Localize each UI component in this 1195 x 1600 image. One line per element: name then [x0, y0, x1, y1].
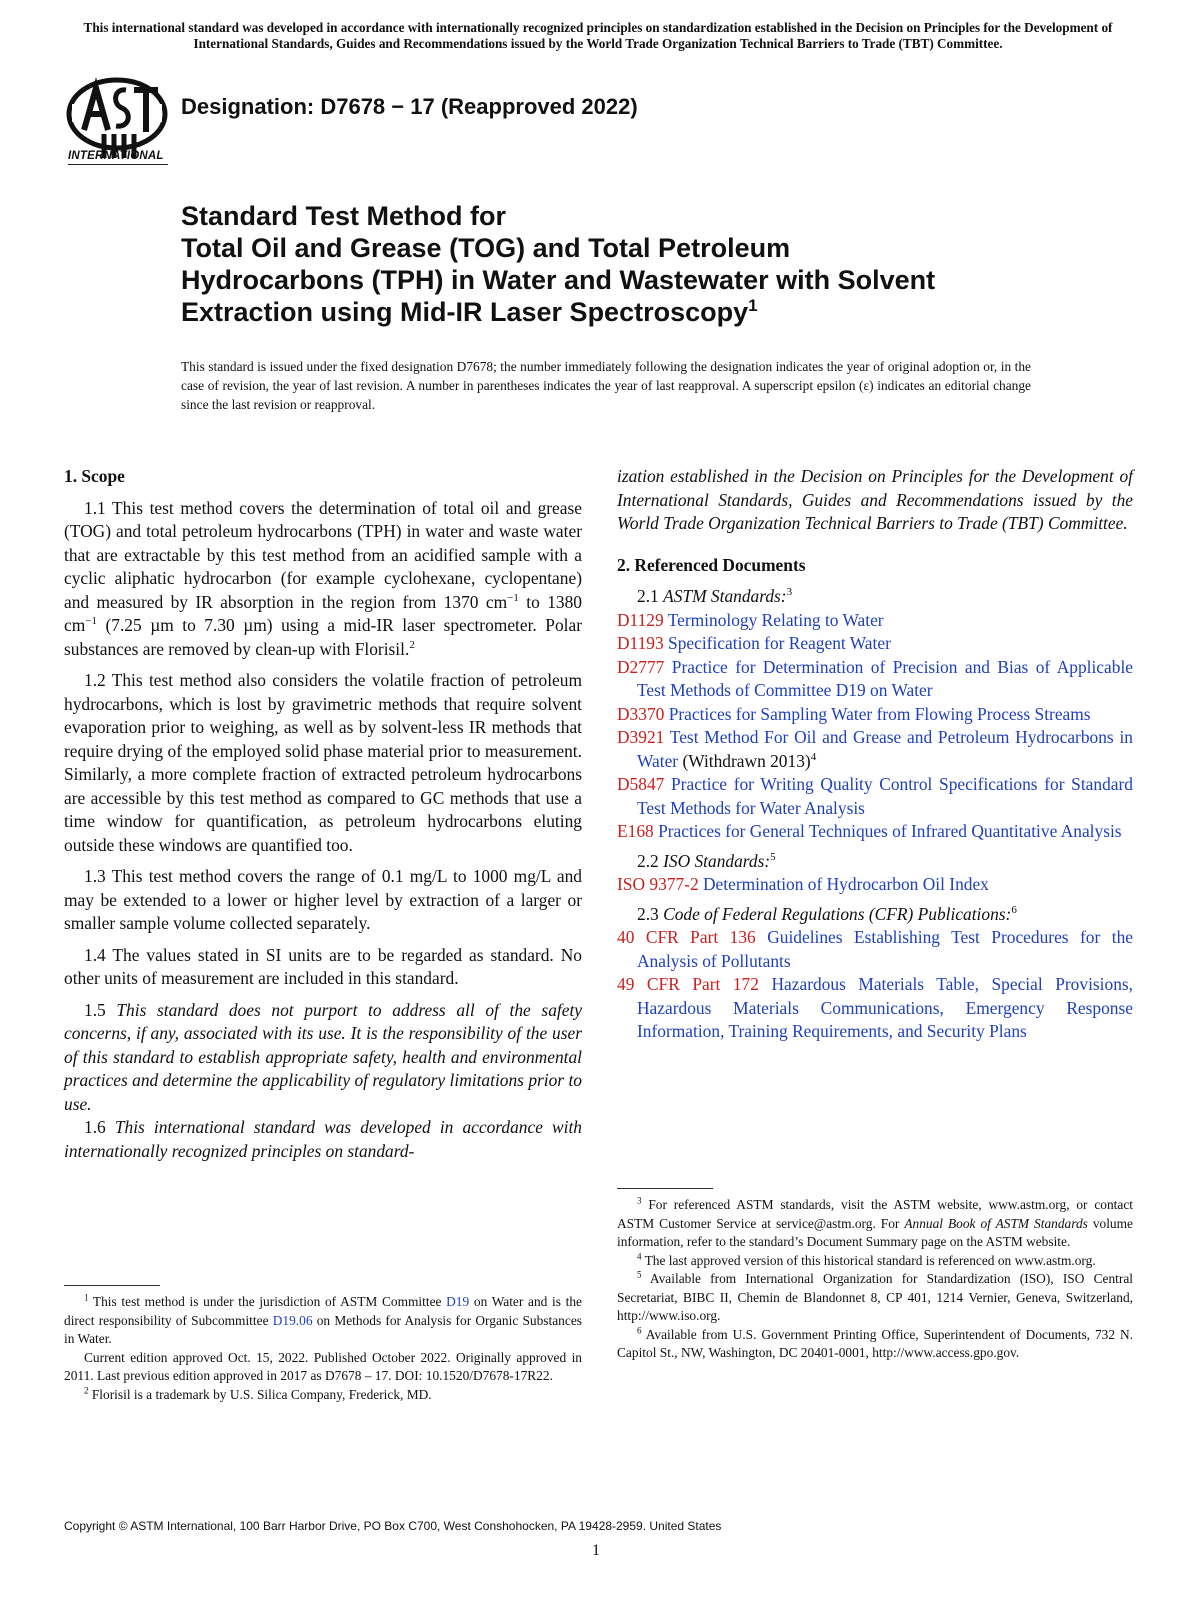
document-title — [181, 200, 1061, 328]
logo-divider — [68, 164, 168, 165]
title-line-4: Extraction using Mid-IR Laser Spectroscopy$^1$ — [181, 296, 758, 327]
copyright-notice: Copyright © ASTM International, 100 Barr Harbor Drive, PO Box C700, West Conshohocken, PA 19428-2959. United States — [64, 1519, 722, 1533]
scope-paragraph-1-3: 1.3 This test method covers the range of 0.1 mg/L to 1000 mg/L and may be extended to a lower or higher level by extraction of a larger or smaller sample volume collected separately. — [64, 866, 582, 933]
footnote-divider-right — [617, 1188, 713, 1189]
left-column — [64, 465, 582, 1171]
footnote-5: $^5$ Available from International Organization for Standardization (ISO), ISO Central Secretariat, BIBC II, Chemin de Blandonnet 8, CP 401, 1214 Vernier, Geneva, Switzerland, http://www.iso.org. — [617, 1269, 1133, 1323]
cfr-publications-heading: 2.3 Code of Federal Regulations (CFR) Publications:$^6$ — [637, 903, 1017, 924]
footnote-2: $^2$ Florisil is a trademark by U.S. Silica Company, Frederick, MD. — [84, 1385, 432, 1402]
title-line-1: Standard Test Method for — [181, 201, 507, 231]
title-line-3: Hydrocarbons (TPH) in Water and Wastewater with Solvent — [181, 265, 936, 295]
footnote-1-edition: Current edition approved Oct. 15, 2022. Published October 2022. Originally approved in 2011. Last previous edition approved in 2017 as D7678 – 17. DOI: 10.1520/D7678-17R22. — [64, 1349, 582, 1383]
logo-wordmark: INTERNATIONAL — [68, 150, 164, 162]
scope-paragraph-1-6-continued: ization established in the Decision on Principles for the Development of International Standards, Guides and Recommendations issued by the World Trade Organization Technical Barriers to Trade (TBT) Committee. — [617, 466, 1133, 533]
scope-paragraph-1-2: 1.2 This test method also considers the volatile fraction of petroleum hydrocarbons, which is lost by gravimetric methods that require solvent evaporation prior to weighing, as well as by solvent-less IR methods that require drying of the employed solid phase material prior to measurement. Similarly, a more complete fraction of extracted petroleum hydrocarbons are accessible by this test method as compared to GC methods that use a time window for quantification, as petroleum hydrocarbons eluting outside these windows are quantified too. — [64, 670, 582, 855]
reference-40-cfr-136[interactable]: 40 CFR Part 136 Guidelines Establishing Test Procedures for the Analysis of Pollutants — [617, 927, 1133, 971]
scope-heading: 1. Scope — [64, 466, 125, 486]
committee-d19-link[interactable]: D19 — [446, 1294, 470, 1309]
reference-d5847[interactable]: D5847 Practice for Writing Quality Control Specifications for Standard Test Methods for Water Analysis — [617, 774, 1133, 818]
title-footnote-mark: 1 — [748, 296, 758, 315]
reference-d1129[interactable]: D1129 Terminology Relating to Water — [617, 609, 884, 630]
footnote-4: $^4$ The last approved version of this historical standard is referenced on www.astm.org. — [637, 1251, 1096, 1268]
footnotes-left — [64, 1293, 582, 1404]
reference-d1193[interactable]: D1193 Specification for Reagent Water — [617, 633, 891, 653]
footnote-1: $^1$ This test method is under the jurisdiction of ASTM Committee D19 on Water and is the direct responsibility of Subcommittee D19.06 on Methods for Analysis for Organic Substances in Water. — [64, 1292, 582, 1346]
reference-d2777[interactable]: D2777 Practice for Determination of Precision and Bias of Applicable Test Methods of Committee D19 on Water — [617, 656, 1133, 700]
reference-d3921[interactable]: D3921 Test Method For Oil and Grease and Petroleum Hydrocarbons in Water (Withdrawn 2013)$^4$ — [617, 727, 1133, 771]
footnote-3: $^3$ For referenced ASTM standards, visit the ASTM website, www.astm.org, or contact ASTM Customer Service at service@astm.org. For Annual Book of ASTM Standards volume information, refer to the standard’s Document Summary page on the ASTM website. — [617, 1195, 1133, 1249]
referenced-documents-heading: 2. Referenced Documents — [617, 554, 806, 575]
footnote-divider-left — [64, 1285, 160, 1286]
scope-paragraph-1-6: 1.6 This international standard was developed in accordance with internationally recognized principles on standard- — [64, 1117, 582, 1161]
reference-iso-9377-2[interactable]: ISO 9377-2 Determination of Hydrocarbon Oil Index — [617, 874, 989, 894]
iso-standards-heading: 2.2 ISO Standards:$^5$ — [637, 850, 776, 871]
right-column — [617, 465, 1133, 1044]
footnotes-right — [617, 1196, 1133, 1363]
subcommittee-d19-06-link[interactable]: D19.06 — [272, 1312, 313, 1328]
designation: Designation: D7678 − 17 (Reapproved 2022) — [181, 94, 638, 119]
reference-d3370[interactable]: D3370 Practices for Sampling Water from Flowing Process Streams — [617, 703, 1091, 724]
astm-standards-heading: 2.1 ASTM Standards:$^3$ — [637, 586, 793, 606]
scope-paragraph-1-1: 1.1 This test method covers the determination of total oil and grease (TOG) and total petroleum hydrocarbons (TPH) in water and waste water that are extractable by this test method from an acidified sample with a cyclic aliphatic hydrocarbon (for example cyclohexane, cyclopentane) and measured by IR absorption in the region from 1370 $cm^{-1}$ to 1380 $cm^{-1}$ (7.25 µm to 7.30 µm) using a mid-IR laser spectrometer. Polar substances are removed by clean-up with Florisil.$^2$ — [64, 497, 582, 659]
intro-paragraph: This standard is issued under the fixed designation D7678; the number immediately following the designation indicates the year of original adoption or, in the case of revision, the year of last revision. A number in parentheses indicates the year of last reapproval. A superscript epsilon (ε) indicates an editorial change since the last revision or reapproval. — [181, 359, 1031, 412]
reference-49-cfr-172[interactable]: 49 CFR Part 172 Hazardous Materials Table, Special Provisions, Hazardous Materials Communications, Emergency Response Information, Training Requirements, and Security Plans — [617, 974, 1134, 1041]
scope-paragraph-1-4: 1.4 The values stated in SI units are to be regarded as standard. No other units of measurement are included in this standard. — [64, 944, 582, 988]
scope-paragraph-1-5: 1.5 This standard does not purport to address all of the safety concerns, if any, associated with its use. It is the responsibility of the user of this standard to establish appropriate safety, health and environmental practices and determine the applicability of regulatory limitations prior to use. — [64, 999, 582, 1114]
title-line-2: Total Oil and Grease (TOG) and Total Petroleum — [181, 233, 791, 263]
footnote-6: $^6$ Available from U.S. Government Printing Office, Superintendent of Documents, 732 N. Capitol St., NW, Washington, DC 20401-0001, http://www.access.gpo.gov. — [617, 1325, 1133, 1360]
reference-e168[interactable]: E168 Practices for General Techniques of Infrared Quantitative Analysis — [617, 821, 1122, 841]
page-number: 1 — [592, 1542, 600, 1559]
top-notice: This international standard was developed in accordance with internationally recognized principles on standardization established in the Decision on Principles for the Development of International Standards, Guides and Recommendations issued by the World Trade Organization Technical Barriers to Trade (TBT) Committee. — [83, 20, 1113, 51]
